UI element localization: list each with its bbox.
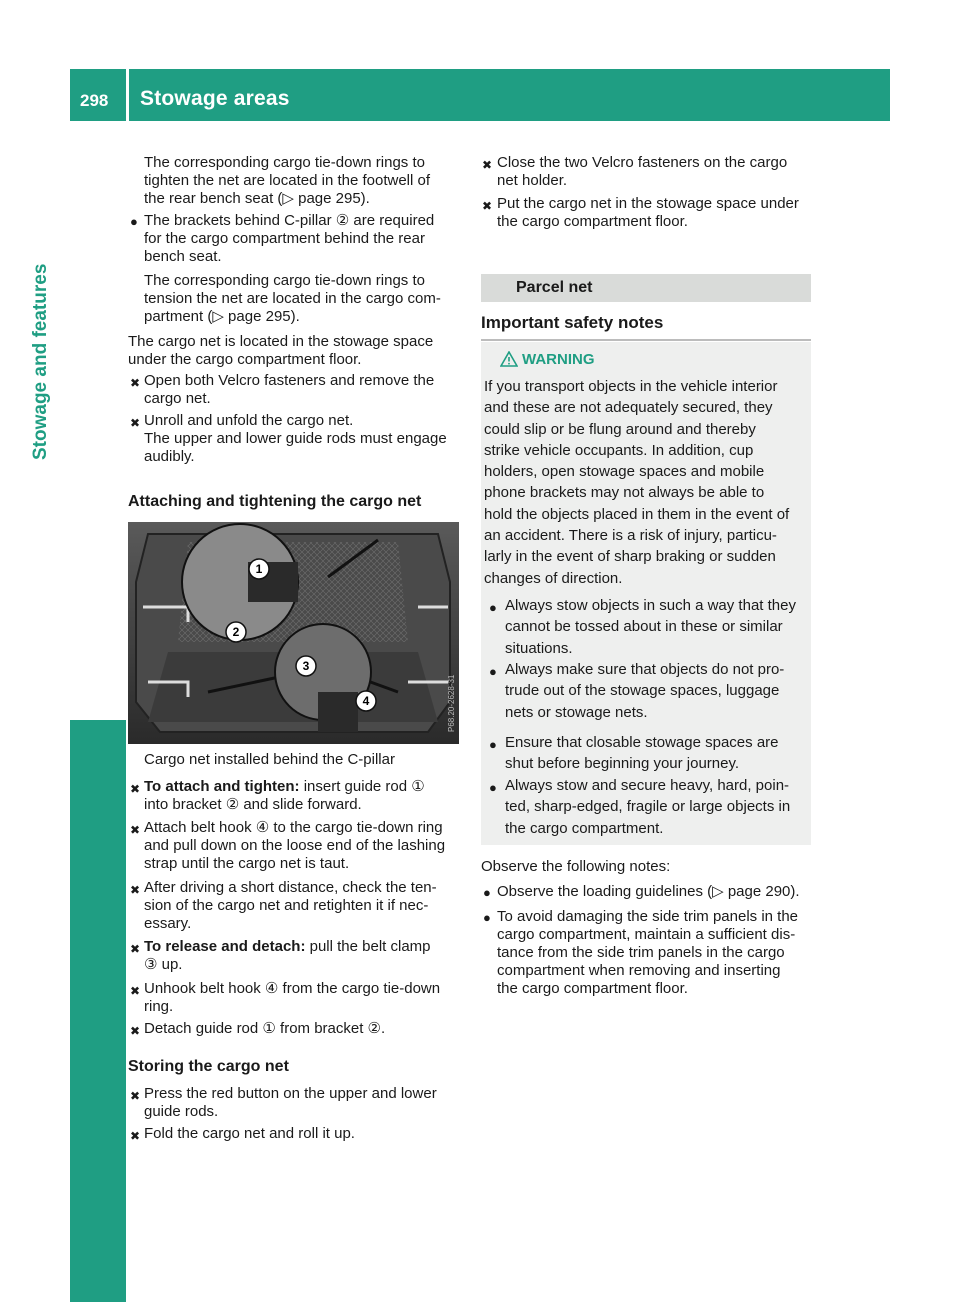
step-attach-tighten: To attach and tighten: insert guide rod ① into bracket ② and slide forward. — [144, 778, 425, 813]
step-arrow-icon: ✖ — [130, 416, 141, 430]
side-tab-block — [70, 720, 126, 1302]
step-arrow-icon: ✖ — [130, 376, 141, 390]
warning-bullet-closable: Ensure that closable stowage spaces are shut before beginning your journey. — [505, 734, 779, 773]
warning-bullet-stow: Always stow objects in such a way that they cannot be tossed about in these or similar situations. — [505, 597, 796, 657]
step-press-red-button: Press the red button on the upper and lower guide rods. — [144, 1085, 437, 1120]
observe-bullet-trim: To avoid damaging the side trim panels in the cargo compartment, maintain a sufficient dis- tance from the side trim panels in the cargo compartment when removing and inserting the cargo compartment floor. — [497, 908, 799, 997]
photo-code: P68.20-2628-31 — [447, 674, 456, 732]
step-check-tension: After driving a short distance, check the ten- sion of the cargo net and retighten it if nec- essary. — [144, 879, 437, 932]
step-arrow-icon: ✖ — [130, 883, 141, 897]
paragraph-net-location: The cargo net is located in the stowage space under the cargo compartment floor. — [128, 333, 434, 368]
parcel-net-title: Parcel net — [516, 279, 593, 296]
side-tab-label: Stowage and features — [30, 263, 51, 460]
heading-store: Storing the cargo net — [128, 1058, 289, 1075]
step-arrow-icon: ✖ — [130, 823, 141, 837]
heading-attach: Attaching and tightening the cargo net — [128, 493, 422, 510]
callout-3-label: 3 — [302, 659, 310, 673]
divider — [481, 339, 811, 341]
observe-notes: Observe the following notes: — [481, 858, 671, 875]
photo-caption: Cargo net installed behind the C-pillar — [144, 751, 395, 768]
step-arrow-icon: ✖ — [130, 1129, 141, 1143]
cargo-net-illustration — [128, 522, 459, 744]
bullet-c-pillar: The brackets behind C-pillar ② are required for the cargo compartment behind the rear bench seat. — [144, 212, 435, 265]
step-open-velcro: Open both Velcro fasteners and remove the cargo net. — [144, 372, 435, 407]
step-attach-belt-hook: Attach belt hook ④ to the cargo tie-down ring and pull down on the loose end of the lashing strap until the cargo net is taut. — [144, 819, 446, 872]
step-unhook-belt: Unhook belt hook ④ from the cargo tie-down ring. — [144, 980, 441, 1015]
step-arrow-icon: ✖ — [130, 942, 141, 956]
warning-title: WARNING — [522, 351, 595, 368]
step-arrow-icon: ✖ — [130, 1024, 141, 1038]
safety-notes-title: Important safety notes — [481, 313, 664, 332]
cargo-net-photo — [128, 522, 459, 744]
step-detach-rod: Detach guide rod ① from bracket ②. — [144, 1020, 386, 1037]
step-arrow-icon: ✖ — [130, 782, 141, 796]
step-fold-net: Fold the cargo net and roll it up. — [144, 1125, 355, 1142]
bullet-icon: ● — [130, 214, 138, 229]
page-title: Stowage areas — [140, 87, 290, 110]
bullet-icon: ● — [483, 885, 491, 900]
callout-4-label: 4 — [362, 694, 370, 708]
step-arrow-icon: ✖ — [130, 984, 141, 998]
step-close-velcro: Close the two Velcro fasteners on the cargo net holder. — [497, 154, 788, 189]
warning-text: If you transport objects in the vehicle interior and these are not adequately secured, they could slip or be flung around and thereby strike vehicle occupants. In addition, cup holders, open stowage spaces and mobile phone brackets may not always be able to hold the objects placed in them in the event of an accident. There is a risk of injury, particu- larly in the event of sharp braking or sudden changes of direction. — [484, 378, 790, 587]
step-unroll: Unroll and unfold the cargo net. The upper and lower guide rods must engage audibly. — [144, 412, 447, 465]
bullet-icon: ● — [489, 780, 497, 795]
bullet-icon: ● — [489, 600, 497, 615]
bullet-icon: ● — [489, 737, 497, 752]
warning-bullet-protrude: Always make sure that objects do not pro- trude out of the stowage spaces, luggage nets or stowage nets. — [505, 661, 785, 721]
step-arrow-icon: ✖ — [130, 1089, 141, 1103]
step-arrow-icon: ✖ — [482, 158, 493, 172]
step-release-detach: To release and detach: pull the belt clamp ③ up. — [144, 938, 431, 973]
step-put-net: Put the cargo net in the stowage space under the cargo compartment floor. — [497, 195, 799, 230]
callout-2-label: 2 — [232, 625, 240, 639]
callout-1-label: 1 — [255, 562, 263, 576]
warning-triangle-icon — [500, 351, 518, 367]
paragraph-tiedown-cargo: The corresponding cargo tie-down rings to tension the net are located in the cargo com- partment (▷ page 295). — [144, 272, 441, 325]
warning-bullet-heavy: Always stow and secure heavy, hard, poin- ted, sharp-edged, fragile or large objects in the cargo compartment. — [505, 777, 791, 837]
bullet-icon: ● — [483, 910, 491, 925]
observe-bullet-loading: Observe the loading guidelines (▷ page 290). — [497, 883, 800, 900]
paragraph-tiedown-footwell: The corresponding cargo tie-down rings to tighten the net are located in the footwell of the rear bench seat (▷ page 295). — [144, 154, 431, 207]
bullet-icon: ● — [489, 664, 497, 679]
step-arrow-icon: ✖ — [482, 199, 493, 213]
page-number: 298 — [80, 91, 109, 110]
